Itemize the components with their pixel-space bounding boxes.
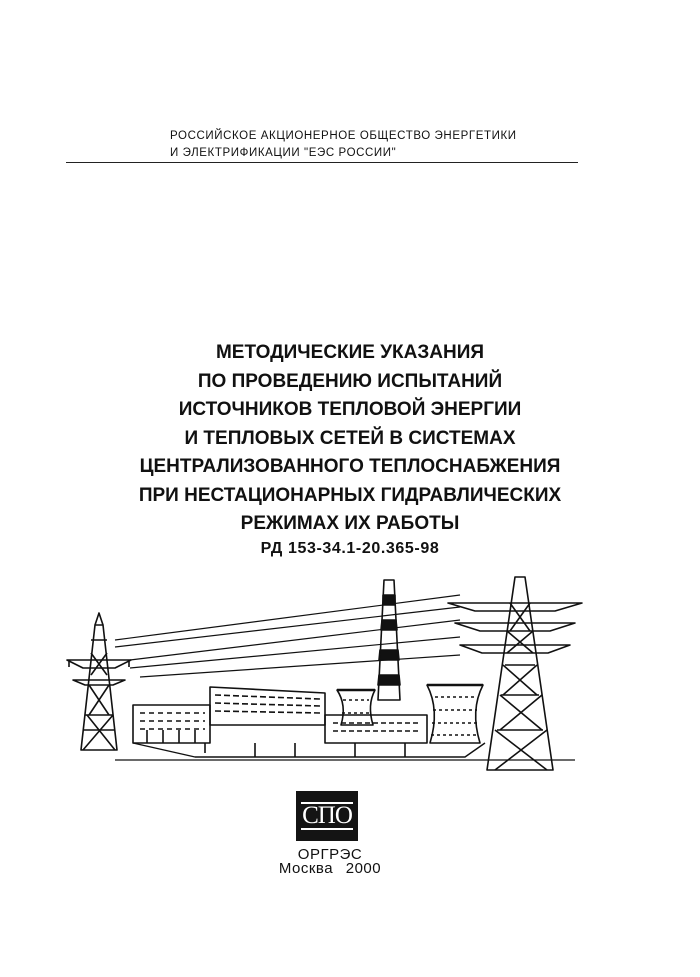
organization-line-2: И ЭЛЕКТРИФИКАЦИИ "ЕЭС РОССИИ" [170, 147, 397, 159]
header-divider [66, 162, 578, 163]
document-title [40, 339, 660, 539]
title-line: РЕЖИМАХ ИХ РАБОТЫ [240, 513, 460, 534]
publisher-logo [296, 791, 358, 841]
title-line: ИСТОЧНИКОВ ТЕПЛОВОЙ ЭНЕРГИИ [178, 399, 522, 420]
title-line: ЦЕНТРАЛИЗОВАННОГО ТЕПЛОСНАБЖЕНИЯ [139, 456, 561, 477]
organization-header [170, 128, 590, 162]
power-plant-illustration [55, 565, 585, 800]
publication-city: Москва [278, 860, 334, 877]
power-station-building-icon [115, 687, 575, 760]
title-line: И ТЕПЛОВЫХ СЕТЕЙ В СИСТЕМАХ [184, 427, 516, 449]
transmission-tower-icon [448, 577, 582, 770]
publisher-name: ОРГРЭС [297, 846, 363, 863]
publication-year: 2000 [345, 860, 382, 877]
transmission-tower-icon [67, 613, 131, 750]
cooling-tower-icon [337, 690, 375, 725]
power-lines [115, 595, 460, 677]
cooling-tower-icon [427, 685, 483, 743]
publication-place [230, 860, 430, 877]
publisher-logo-text: СПО [302, 802, 352, 829]
title-line: МЕТОДИЧЕСКИЕ УКАЗАНИЯ [215, 342, 485, 363]
document-code: РД 153-34.1-20.365-98 [260, 540, 440, 557]
organization-line-1: РОССИЙСКОЕ АКЦИОНЕРНОЕ ОБЩЕСТВО ЭНЕРГЕТИКИ [170, 130, 517, 142]
chimney-icon [378, 580, 400, 700]
title-line: ПРИ НЕСТАЦИОНАРНЫХ ГИДРАВЛИЧЕСКИХ [138, 484, 562, 506]
title-line: ПО ПРОВЕДЕНИЮ ИСПЫТАНИЙ [197, 370, 503, 392]
